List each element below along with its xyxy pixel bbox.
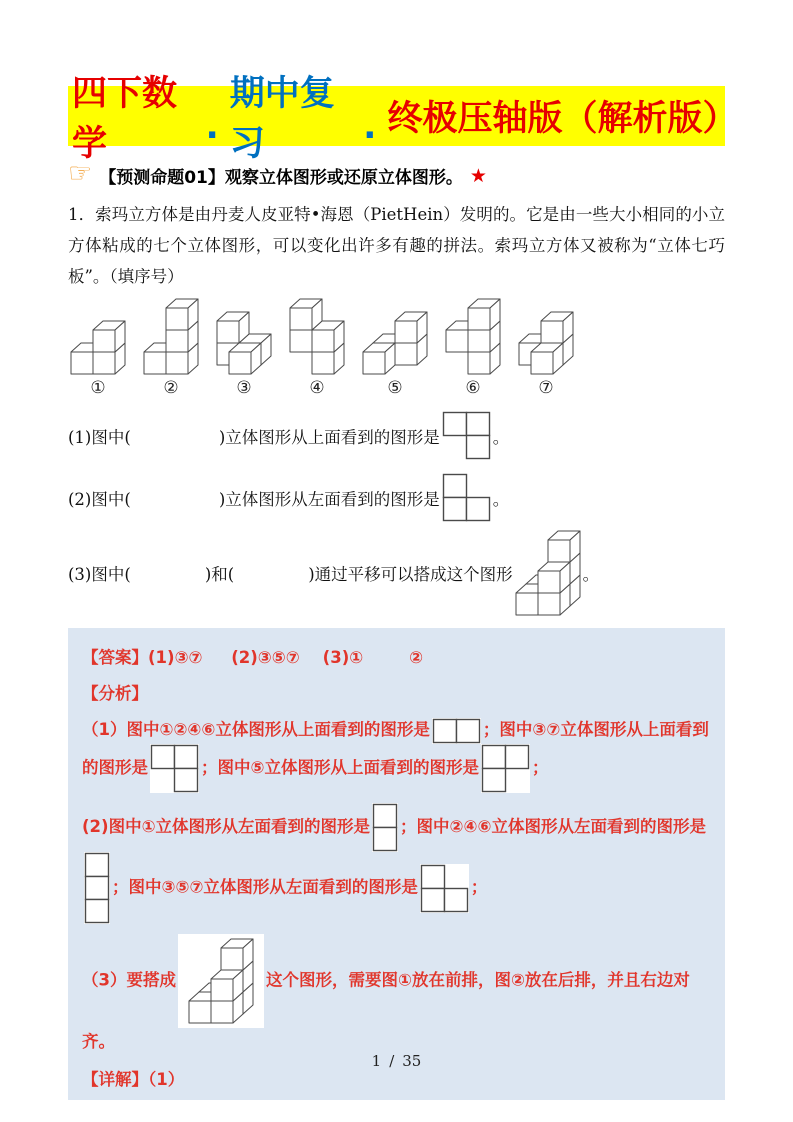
figure-label: ④ [309,378,325,398]
cube-figure-svg [515,530,581,616]
page-separator: / [389,1052,395,1070]
text-run: (3)图中( [68,565,131,584]
section-header [68,158,725,189]
cube-figure-svg [188,938,254,1024]
grid-shape-topLeft_bottom2 [420,864,469,913]
answer-blank [131,497,219,498]
figure-label: ⑦ [538,378,554,398]
figure-label: ② [163,378,179,398]
sub-question-1 [68,411,725,460]
analysis-label: 【分析】 [82,684,148,703]
text-run: ；图中⑤立体图形从上面看到的图形是 [201,758,479,777]
cube-figure-staircase [178,934,264,1028]
cube-figure-staircase [515,530,581,616]
text-run: ；图中②④⑥立体图形从左面看到的图形是 [400,817,706,836]
answer-blank [234,573,308,574]
soma-figure-⑥ [445,298,501,398]
text-run: )和( [204,565,235,584]
pointing-finger-icon: ☞ [68,158,93,189]
soma-figure-④ [289,298,345,398]
answer-blank [131,573,205,574]
text-run: )通过平移可以搭成这个图形 [308,565,513,584]
answer-section [68,628,725,1100]
text-run: )立体图形从左面看到的图形是 [218,489,440,509]
cube-figure-svg [216,311,272,375]
grid-shape-top2_bottomLeft [481,744,530,793]
question-intro: 1．索玛立方体是由丹麦人皮亚特•海恩（PietHein）发明的。它是由一些大小相同的小立方体粘成的七个立体图形，可以变化出许多有趣的拼法。索玛立方体又被称为“立体七巧板”。（填序号） [68,205,725,286]
grid-shape-v3 [84,852,110,924]
text-run: ；图中③⑦立体图形从上面看到的图形是 [82,720,709,777]
grid-shape-h2 [432,718,481,744]
text-run: 。 [492,427,510,447]
detail-line: 【详解】（1） [82,1070,185,1089]
page-number [0,1052,793,1070]
sub-question-2 [68,473,725,522]
text-run: ； [470,877,488,897]
page-current: 1 [371,1052,382,1070]
document-title [68,74,738,164]
cube-figure-svg [289,298,345,375]
answer-blank [131,435,219,436]
text-run: （1）图中①②④⑥立体图形从上面看到的图形是 [82,720,430,739]
grid-shape-svg [481,744,530,793]
cube-figure-svg [70,320,126,375]
section-title: 【预测命题01】观察立体图形或还原立体图形。 [99,168,463,188]
figure-label: ① [90,378,106,398]
text-run: (2)图中( [68,489,131,509]
grid-shape-svg [372,803,398,852]
sub-question-3 [68,530,725,616]
soma-figure-② [143,298,199,398]
soma-figures-row [70,298,725,398]
text-run: ； [531,758,549,777]
text-run: · [363,76,377,156]
text-run: )立体图形从上面看到的图形是 [218,427,440,447]
grid-shape-svg [442,411,491,460]
cube-figure-svg [518,311,574,375]
grid-shape-svg [420,864,469,913]
grid-shape-top2_bottomRight [150,744,199,793]
grid-shape-topLeft_bottom2 [442,473,491,522]
answer-line: 【答案】(1)③⑦ (2)③⑤⑦ (3)① ② [82,648,424,667]
grid-shape-svg [442,473,491,522]
analysis-paragraph-2 [82,803,711,924]
text-run: 四下数学 [72,74,178,164]
soma-figure-① [70,320,126,398]
text-run: (2)图中①立体图形从左面看到的图形是 [82,817,371,836]
soma-figure-⑦ [518,311,574,398]
text-run: 期中复习 [229,74,335,164]
page-total: 35 [402,1052,422,1070]
text-run: 。 [582,565,600,584]
grid-shape-svg [84,852,110,924]
grid-shape-v2 [372,803,398,852]
text-run: 这个图形，需要图①放在前排，图②放在后排，并且右边对齐。 [82,970,690,1051]
grid-shape-top2_bottomRight [442,411,491,460]
text-run: ；图中③⑤⑦立体图形从左面看到的图形是 [112,877,418,897]
cube-figure-svg [445,298,501,375]
grid-shape-svg [432,718,481,744]
text-run: 。 [492,489,510,509]
cube-figure-svg [143,298,199,375]
text-run: (1)图中( [68,427,131,447]
text-run: · [205,76,219,156]
text-run: （3）要搭成 [82,970,176,990]
analysis-paragraph-1 [82,716,711,793]
star-icon: ★ [469,164,487,187]
soma-figure-③ [216,311,272,398]
figure-label: ⑤ [387,378,403,398]
figure-label: ⑥ [465,378,481,398]
figure-label: ③ [236,378,252,398]
analysis-paragraph-3 [82,934,711,1056]
soma-figure-⑤ [362,311,428,398]
grid-shape-svg [150,744,199,793]
text-run: 终极压轴版（解析版） [387,99,738,139]
cube-figure-svg [362,311,428,375]
